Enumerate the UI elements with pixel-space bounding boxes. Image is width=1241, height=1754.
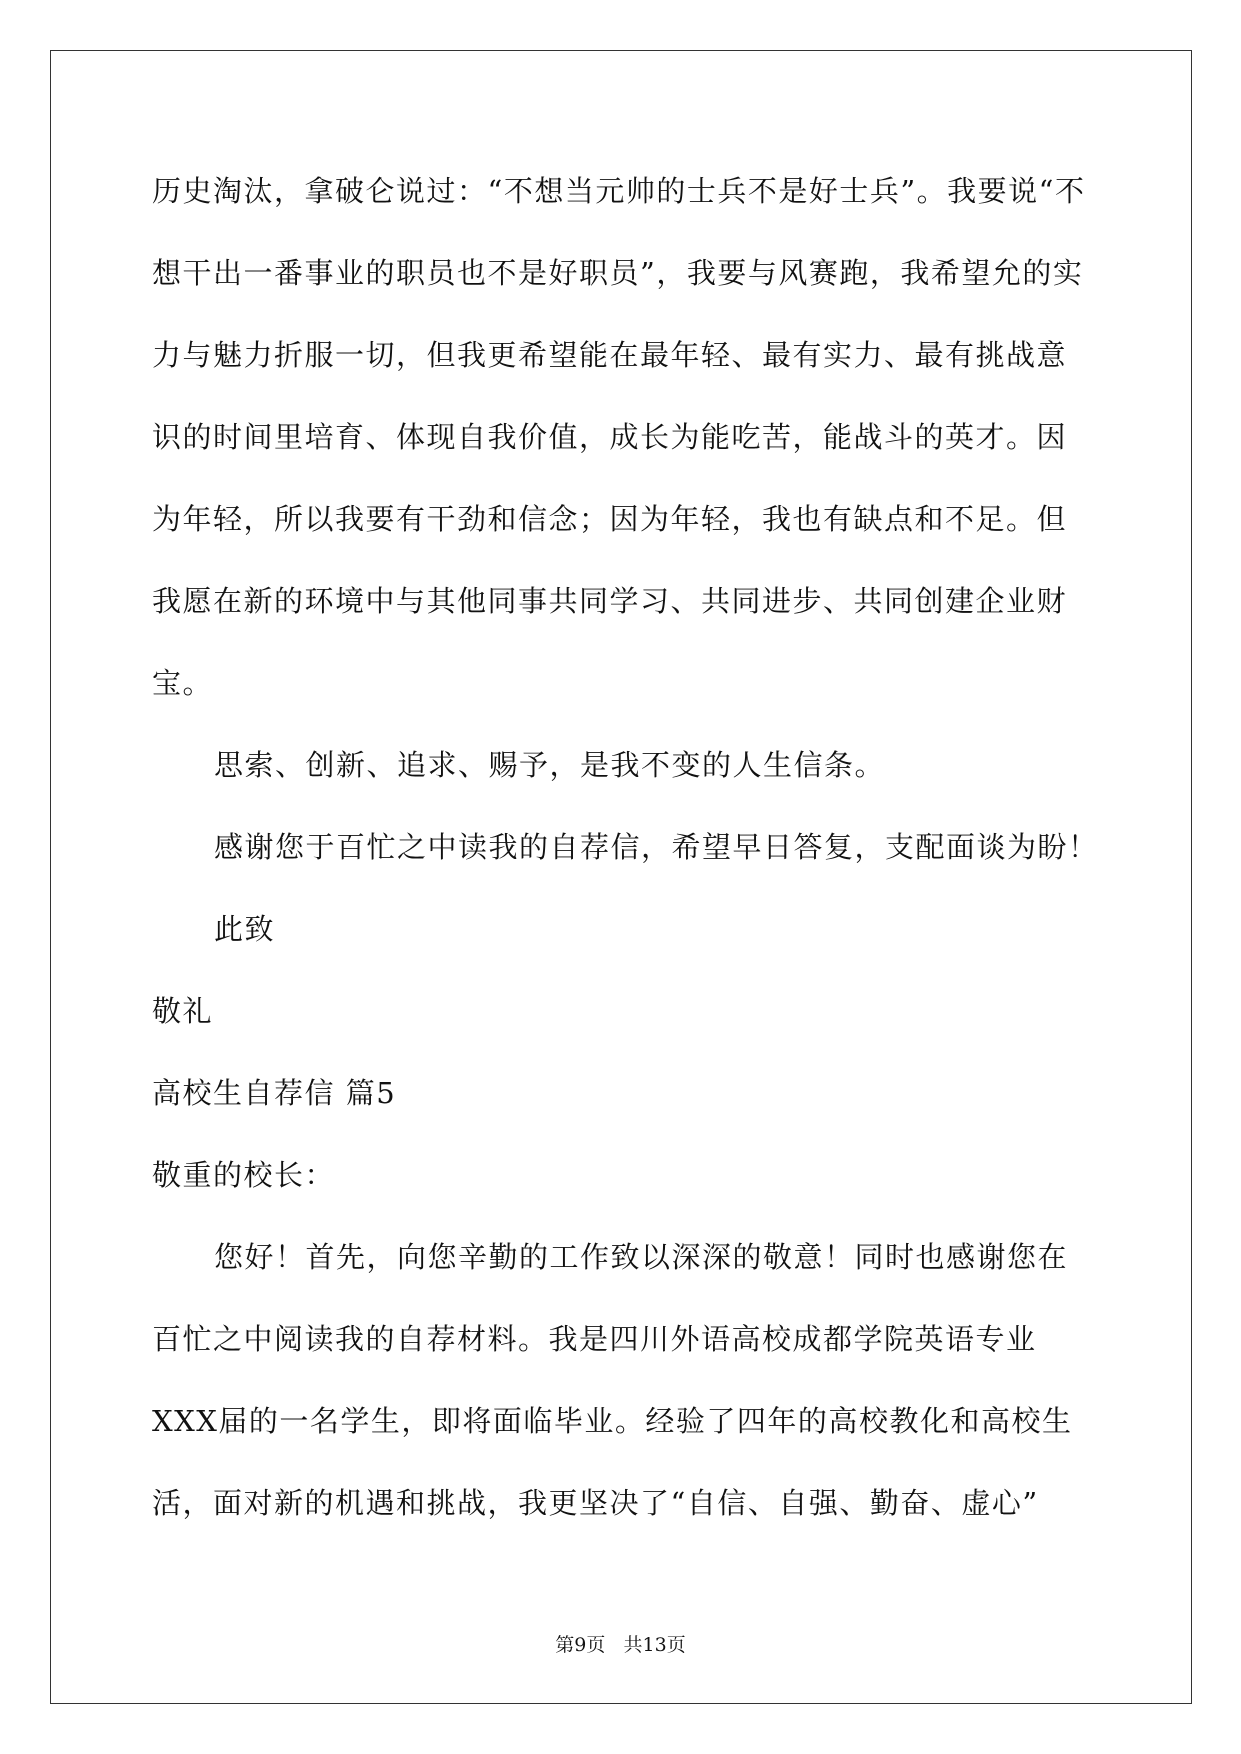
- text-line: 活，面对新的机遇和挑战，我更坚决了“自信、自强、勤奋、虚心”: [152, 1486, 1039, 1520]
- closing-phrase: 此致: [214, 912, 276, 946]
- document-body: [152, 150, 1099, 1544]
- text-line: 力与魅力折服一切，但我更希望能在最年轻、最有实力、最有挑战意: [152, 338, 1068, 372]
- page-number: 第9页: [555, 1634, 606, 1656]
- page-footer: [0, 1632, 1241, 1658]
- text-line: 历史淘汰，拿破仑说过：“不想当元帅的士兵不是好士兵”。我要说“不: [152, 174, 1086, 208]
- page-total: 共13页: [623, 1634, 686, 1656]
- text-line: 思索、创新、追求、赐予，是我不变的人生信条。: [214, 748, 886, 782]
- text-line: 为年轻，所以我要有干劲和信念；因为年轻，我也有缺点和不足。但: [152, 502, 1068, 536]
- text-line: 识的时间里培育、体现自我价值，成长为能吃苦，能战斗的英才。因: [152, 420, 1068, 454]
- text-line: XXX届的一名学生，即将面临毕业。经验了四年的高校教化和高校生: [152, 1404, 1073, 1438]
- salutation: 敬重的校长：: [152, 1158, 336, 1192]
- text-line: 宝。: [152, 666, 214, 700]
- section-heading: 高校生自荐信 篇5: [152, 1076, 397, 1110]
- text-line: 您好！首先，向您辛勤的工作致以深深的敬意！同时也感谢您在: [214, 1240, 1069, 1274]
- text-line: 想干出一番事业的职员也不是好职员”，我要与风赛跑，我希望允的实: [152, 256, 1084, 290]
- text-line: 我愿在新的环境中与其他同事共同学习、共同进步、共同创建企业财: [152, 584, 1068, 618]
- text-line: 感谢您于百忙之中读我的自荐信，希望早日答复，支配面谈为盼！: [214, 830, 1099, 864]
- text-line: 百忙之中阅读我的自荐材料。我是四川外语高校成都学院英语专业: [152, 1322, 1037, 1356]
- salutation-closing: 敬礼: [152, 994, 214, 1028]
